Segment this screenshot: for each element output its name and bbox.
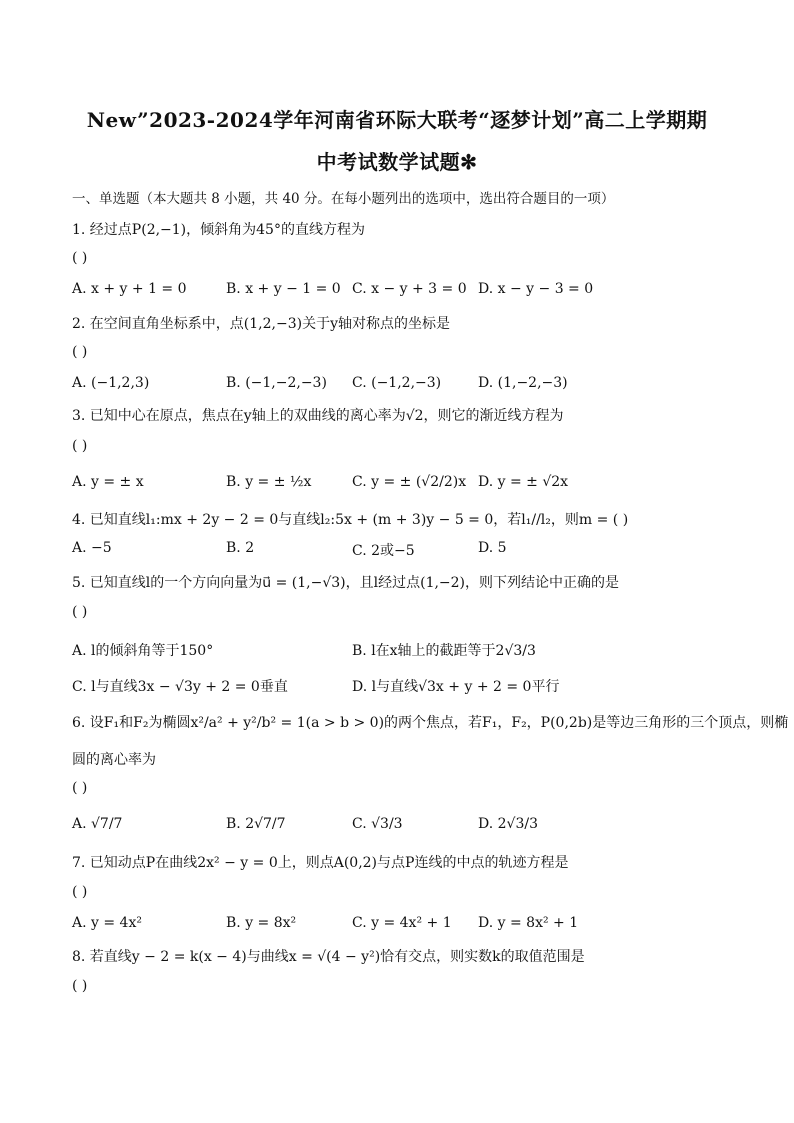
q7-option-c: C. y = 4x² + 1 <box>352 915 452 931</box>
q2-option-d: D. (1,−2,−3) <box>478 375 568 391</box>
question-1-stem: 1. 经过点P(2,−1)，倾斜角为45°的直线方程为 <box>72 222 365 238</box>
q2-option-c: C. (−1,2,−3) <box>352 375 442 391</box>
q4-option-d: D. 5 <box>478 540 507 556</box>
answer-bracket: ( ) <box>72 250 88 266</box>
question-8-stem: 8. 若直线y − 2 = k(x − 4)与曲线x = √(4 − y²)恰有交点，则实数k的取值范围是 <box>72 949 585 965</box>
q5-option-b: B. l在x轴上的截距等于2√3/3 <box>352 643 536 659</box>
answer-bracket: ( ) <box>72 780 88 796</box>
q5-option-d: D. l与直线√3x + y + 2 = 0平行 <box>352 679 560 695</box>
q1-option-c: C. x − y + 3 = 0 <box>352 281 467 297</box>
q4-option-c: C. 2或−5 <box>352 543 415 559</box>
q3-option-a: A. y = ± x <box>72 474 144 490</box>
question-4-stem: 4. 已知直线l₁:mx + 2y − 2 = 0与直线l₂:5x + (m + 3)y − 5 = 0，若l₁//l₂，则m = ( ) <box>72 512 629 528</box>
q6-option-b: B. 2√7/7 <box>226 816 286 832</box>
q6-option-c: C. √3/3 <box>352 816 403 832</box>
q7-option-d: D. y = 8x² + 1 <box>478 915 579 931</box>
question-3-stem: 3. 已知中心在原点，焦点在y轴上的双曲线的离心率为√2，则它的渐近线方程为 <box>72 408 564 424</box>
q6-option-d: D. 2√3/3 <box>478 816 538 832</box>
q5-option-a: A. l的倾斜角等于150° <box>72 643 214 659</box>
answer-bracket: ( ) <box>72 978 88 994</box>
q1-option-d: D. x − y − 3 = 0 <box>478 281 594 297</box>
q3-option-b: B. y = ± ½x <box>226 474 312 490</box>
q4-option-b: B. 2 <box>226 540 255 556</box>
page-title-line2: 中考试数学试题✻ <box>316 150 478 174</box>
question-6-stem: 6. 设F₁和F₂为椭圆x²/a² + y²/b² = 1(a > b > 0)的两个焦点，若F₁，F₂，P(0,2b)是等边三角形的三个顶点，则椭 <box>72 715 789 731</box>
question-7-stem: 7. 已知动点P在曲线2x² − y = 0上，则点A(0,2)与点P连线的中点的轨迹方程是 <box>72 855 569 871</box>
section-heading: 一、单选题（本大题共 8 小题，共 40 分。在每小题列出的选项中，选出符合题目的一项） <box>72 191 615 207</box>
answer-bracket: ( ) <box>72 344 88 360</box>
q2-option-b: B. (−1,−2,−3) <box>226 375 327 391</box>
answer-bracket: ( ) <box>72 438 88 454</box>
q2-option-a: A. (−1,2,3) <box>72 375 150 391</box>
q7-option-b: B. y = 8x² <box>226 915 297 931</box>
q4-option-a: A. −5 <box>72 540 112 556</box>
question-2-stem: 2. 在空间直角坐标系中，点(1,2,−3)关于y轴对称点的坐标是 <box>72 316 450 332</box>
q7-option-a: A. y = 4x² <box>72 915 142 931</box>
q1-option-b: B. x + y − 1 = 0 <box>226 281 341 297</box>
page-title: New”2023-2024学年河南省环际大联考“逐梦计划”高二上学期期 <box>86 108 708 132</box>
q3-option-c: C. y = ± (√2/2)x <box>352 474 467 490</box>
q5-option-c: C. l与直线3x − √3y + 2 = 0垂直 <box>72 679 288 695</box>
question-5-stem: 5. 已知直线l的一个方向向量为u⃗ = (1,−√3)，且l经过点(1,−2)，则下列结论中正确的是 <box>72 575 620 591</box>
answer-bracket: ( ) <box>72 884 88 900</box>
answer-bracket: ( ) <box>72 604 88 620</box>
q3-option-d: D. y = ± √2x <box>478 474 569 490</box>
q1-option-a: A. x + y + 1 = 0 <box>72 281 187 297</box>
q6-option-a: A. √7/7 <box>72 816 123 832</box>
question-6-stem-cont: 圆的离心率为 <box>72 752 156 768</box>
